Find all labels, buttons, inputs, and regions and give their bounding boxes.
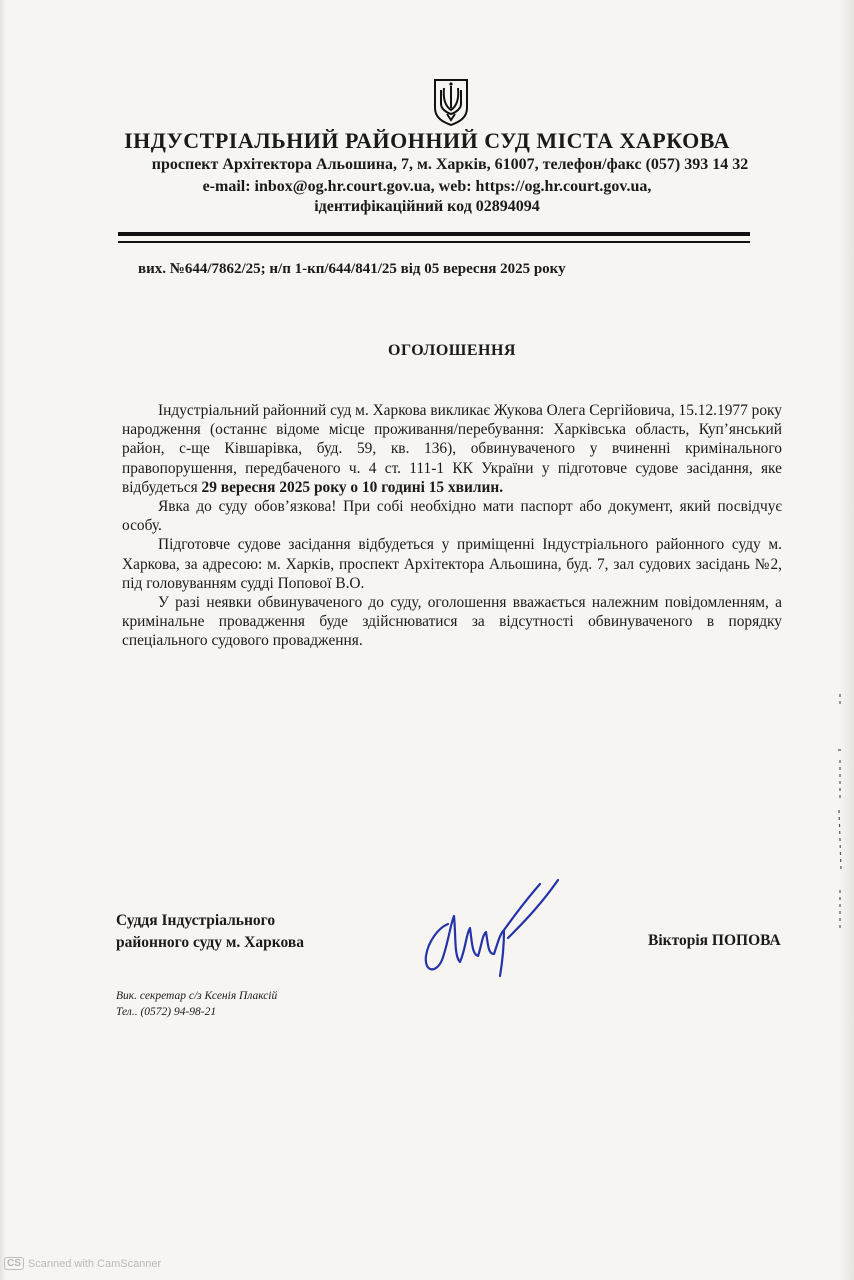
camscanner-logo-icon: CS [4, 1257, 24, 1270]
paragraph-consequences: У разі неявки обвинуваченого до суду, оголошення вважається належним повідомленням, а кримінальне провадження буде здійснюватися за відсутності обвинуваченого в порядку спеціального судового провадження. [122, 594, 782, 650]
court-name: ІНДУСТРІАЛЬНИЙ РАЙОННИЙ СУД МІСТА ХАРКОВА [124, 128, 730, 153]
trident-emblem-icon [433, 78, 469, 126]
header-divider-thick [118, 232, 750, 236]
paragraph-summons [122, 401, 782, 497]
paragraph-location: Підготовче судове засідання відбудеться у приміщенні Індустріального районного суду м. Харкова, за адресою: м. Харків, проспект Архітектора Альошина, буд. 7, зал судових засідань №2, під головуванням судді Попової В.О. [122, 536, 782, 592]
announcement-body [122, 401, 782, 651]
secretary-name: Вик. секретар с/з Ксенія Плаксій [116, 990, 278, 1002]
court-contacts: e-mail: inbox@og.hr.court.gov.ua, web: https://og.hr.court.gov.ua, [202, 178, 652, 195]
court-address: проспект Архітектора Альошина, 7, м. Харків, 61007, телефон/факс (057) 393 14 32 [151, 156, 749, 173]
scanner-watermark-text: Scanned with CamScanner [27, 1257, 162, 1270]
secretary-phone: Тел.. (0572) 94-98-21 [116, 1006, 217, 1018]
judge-title [116, 910, 304, 954]
court-id-code: ідентифікаційний код 02894094 [314, 198, 540, 215]
summons-text: Індустріальний районний суд м. Харкова викликає Жукова Олега Сергійовича, 15.12.1977 року народження (останнє відоме місце проживання/перебування: Харківська область, Куп’янський район, с-ще Ківшарівка, буд. 59, кв. 136), обвинуваченого у вчиненні кримінального правопорушення, передбаченого ч. 4 ст. 111-1 КК України у підготовче судове засідання, яке відбудеться [122, 402, 782, 496]
scanner-watermark [4, 1257, 161, 1270]
secretary-info [116, 988, 277, 1020]
document-heading: ОГОЛОШЕННЯ [388, 342, 516, 359]
judge-title-line1: Суддя Індустріального [116, 912, 276, 929]
judge-title-line2: районного суду м. Харкова [116, 934, 304, 951]
outgoing-reference: вих. №644/7862/25; н/п 1-кп/644/841/25 від 05 вересня 2025 року [138, 261, 566, 277]
registration-stamp-marks [830, 690, 850, 940]
paragraph-attendance: Явка до суду обов’язкова! При собі необхідно мати паспорт або документ, який посвідчує особу. [122, 498, 782, 535]
header-divider-thin [118, 241, 750, 243]
hearing-datetime: 29 вересня 2025 року о 10 годині 15 хвилин. [201, 478, 504, 496]
judge-name: Вікторія ПОПОВА [648, 932, 781, 949]
handwritten-signature [410, 876, 570, 980]
